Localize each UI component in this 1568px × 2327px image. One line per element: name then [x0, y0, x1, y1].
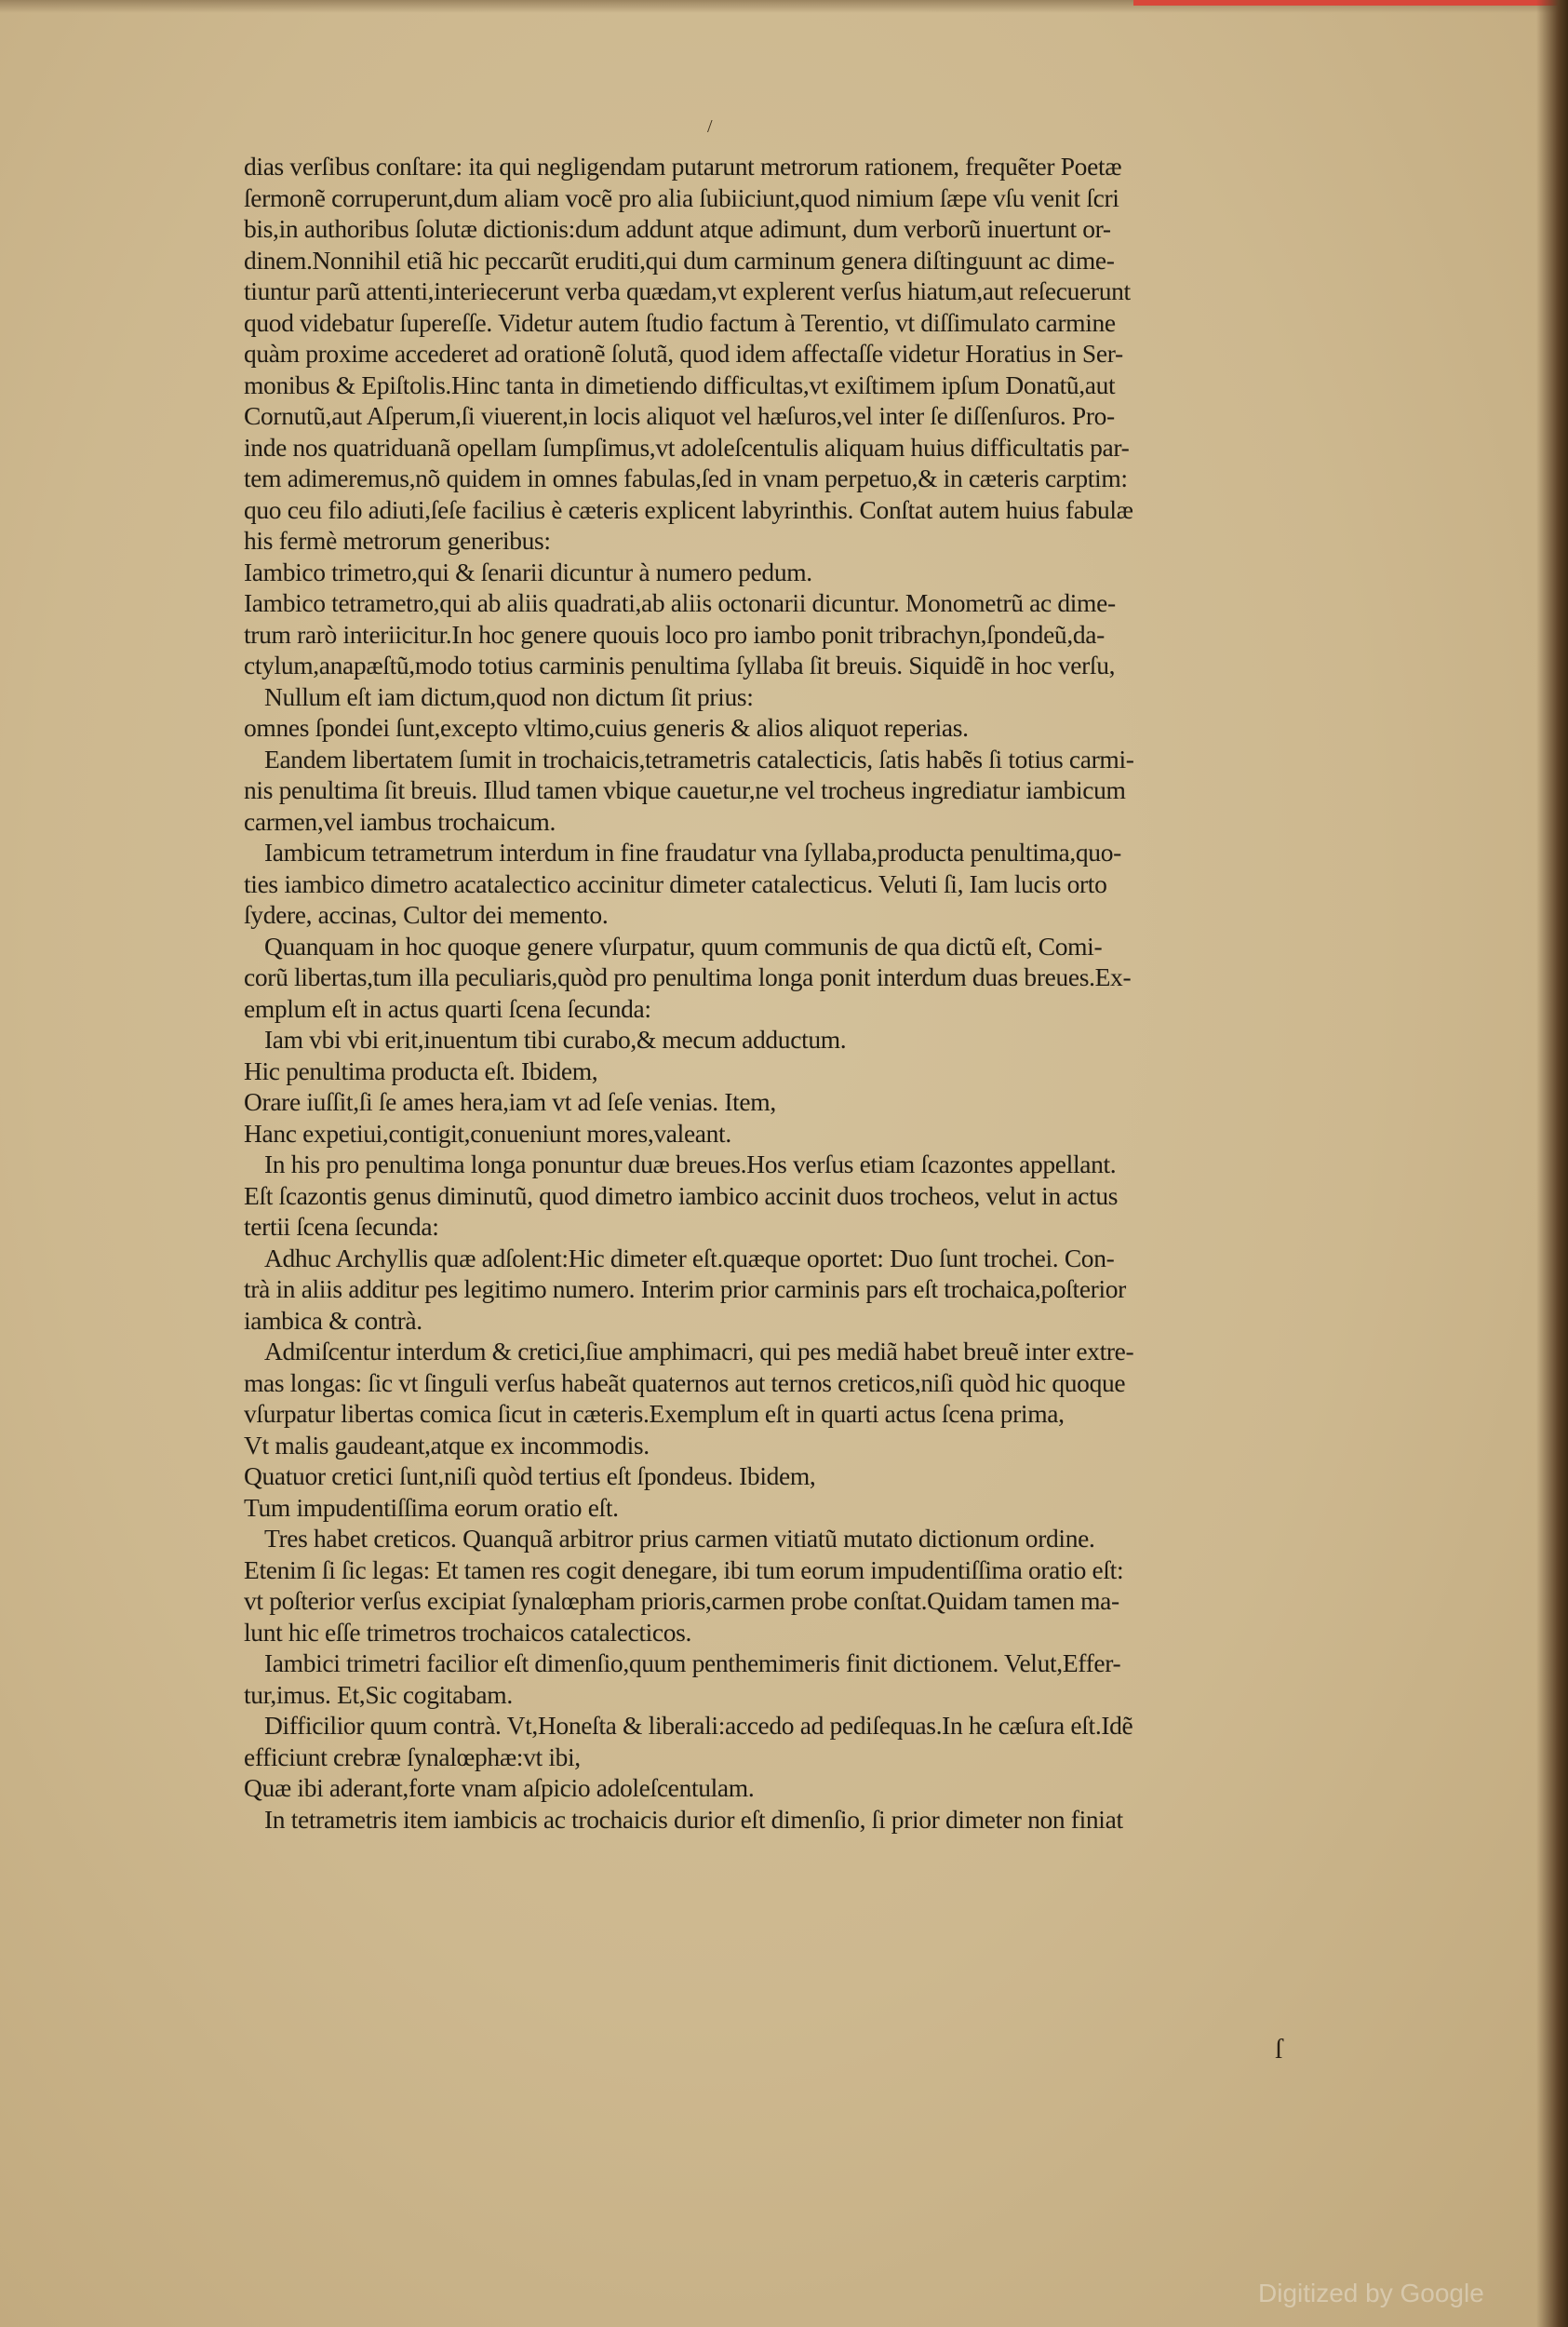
- text-line: Eſt ſcazontis genus diminutũ, quod dimetro iambico accinit duos trocheos, velut in actus: [244, 1180, 1119, 1210]
- verse-line: Quæ ibi aderant,forte vnam aſpicio adoleſcentulam.: [244, 1773, 755, 1802]
- text-line: Iambici trimetri facilior eſt dimenſio,quum penthemimeris finit dictionem. Velut,Effer-: [264, 1648, 1121, 1677]
- verse-line: Nullum eſt iam dictum,quod non dictum ſit prius:: [264, 681, 754, 711]
- text-line: Etenim ſi ſic legas: Et tamen res cogit denegare, ibi tum eorum impudentiſſima oratio eſt:: [244, 1554, 1124, 1584]
- text-line: ties iambico dimetro acatalectico accinitur dimeter catalecticus. Veluti ſi, Iam lucis orto: [244, 868, 1107, 898]
- text-line: mas longas: ſic vt ſinguli verſus habeãt quaternos aut ternos creticos,niſi quòd hic quoque: [244, 1367, 1126, 1397]
- text-line: ctylum,anapæſtũ,modo totius carminis penultima ſyllaba ſit breuis. Siquidẽ in hoc verſu,: [244, 651, 1116, 679]
- text-line: tem adimeremus,nõ quidem in omnes fabulas,ſed in vnam perpetuo,& in cæteris carptim:: [244, 464, 1128, 492]
- text-line: corũ libertas,tum illa peculiaris,quòd pro penultima longa ponit interdum duas breues.Ex-: [244, 962, 1132, 991]
- text-line: carmen,vel iambus trochaicum.: [244, 806, 556, 836]
- text-line: vt poſterior verſus excipiat ſynalœpham prioris,carmen probe conſtat.Quidam tamen ma-: [244, 1586, 1119, 1615]
- text-line: Iambico tetrametro,qui ab aliis quadrati,ab aliis octonarii dicuntur. Monometrũ ac dime-: [244, 588, 1116, 617]
- text-line: Difficilior quum contrà. Vt,Honeſta & liberali:accedo ad pediſequas.In he cæſura eſt.Idẽ: [264, 1711, 1133, 1740]
- text-line: Admiſcentur interdum & cretici,ſiue amphimacri, qui pes mediã habet breuẽ inter extre-: [264, 1337, 1134, 1365]
- ink-smudge: /: [707, 116, 713, 137]
- text-line: Iambico trimetro,qui & ſenarii dicuntur à numero pedum.: [244, 557, 812, 586]
- verse-line: Orare iuſſit,ſi ſe ames hera,iam vt ad ſeſe venias. Item,: [244, 1087, 776, 1116]
- text-line: bis,in authoribus ſolutæ dictionis:dum addunt atque adimunt, dum verborũ inuertunt or-: [244, 214, 1111, 243]
- text-line: nis penultima ſit breuis. Illud tamen vbique cauetur,ne vel trocheus ingrediatur iambicum: [244, 775, 1126, 804]
- text-line: Hic penultima producta eſt. Ibidem,: [244, 1056, 598, 1085]
- text-line: tiuntur parũ attenti,interiecerunt verba quædam,vt explerent verſus hiatum,aut reſecuerunt: [244, 276, 1131, 305]
- text-line: his fermè metrorum generibus:: [244, 526, 551, 555]
- text-line: tertii ſcena ſecunda:: [244, 1212, 439, 1241]
- text-line: ſydere, accinas, Cultor dei memento.: [244, 900, 609, 929]
- page-binding-edge: [1536, 0, 1568, 2327]
- text-line: Quanquam in hoc quoque genere vſurpatur, quum communis de qua dictũ eſt, Comi-: [264, 931, 1103, 961]
- text-line: Iambicum tetrametrum interdum in fine fraudatur vna ſyllaba,producta penultima,quo-: [264, 838, 1121, 867]
- text-line: dias verſibus conſtare: ita qui negligendam putarunt metrorum rationem, frequẽter Poetæ: [244, 152, 1122, 181]
- text-line: emplum eſt in actus quarti ſcena ſecunda:: [244, 993, 651, 1023]
- text-line: Cornutũ,aut Aſperum,ſi viuerent,in locis aliquot vel hæſuros,vel inter ſe diſſenſuros. Pro-: [244, 401, 1115, 430]
- text-line: lunt hic eſſe trimetros trochaicos catalecticos.: [244, 1617, 692, 1647]
- text-line: efficiunt crebræ ſynalœphæ:vt ibi,: [244, 1742, 581, 1771]
- text-line: quod videbatur ſupereſſe. Videtur autem ſtudio factum à Terentio, vt diſſimulato carmine: [244, 307, 1116, 337]
- text-line: trà in aliis additur pes legitimo numero. Interim prior carminis pars eſt trochaica,poſterior: [244, 1274, 1126, 1303]
- verse-line: Hanc expetiui,contigit,conueniunt mores,valeant.: [244, 1118, 731, 1148]
- digitized-watermark: Digitized by Google: [1258, 2279, 1484, 2307]
- verse-line: Iam vbi vbi erit,inuentum tibi curabo,& mecum adductum.: [264, 1025, 847, 1054]
- text-line: iambica & contrà.: [244, 1305, 422, 1335]
- text-line: tur,imus. Et,Sic cogitabam.: [244, 1679, 513, 1709]
- text-line: quàm proxime accederet ad orationẽ ſolutã, quod idem affectaſſe videtur Horatius in Ser-: [244, 339, 1123, 368]
- text-line: In his pro penultima longa ponuntur duæ breues.Hos verſus etiam ſcazontes appellant.: [264, 1150, 1117, 1178]
- text-line: ſermonẽ corruperunt,dum aliam vocẽ pro alia ſubiiciunt,quod nimium ſæpe vſu venit ſcri: [244, 182, 1119, 212]
- text-line: quo ceu filo adiuti,ſeſe facilius è cæteris explicent labyrinthis. Conſtat autem huius fabulæ: [244, 494, 1133, 524]
- text-line: Adhuc Archyllis quæ adſolent:Hic dimeter eſt.quæque oportet: Duo ſunt trochei. Con-: [264, 1243, 1115, 1272]
- latin-text-block: [244, 151, 1360, 1835]
- text-line: trum rarò interiicitur.In hoc genere quouis loco pro iambo ponit tribrachyn,ſpondeũ,da-: [244, 619, 1105, 649]
- signature-mark: ſ: [1275, 2034, 1283, 2065]
- text-line: Quatuor cretici ſunt,niſi quòd tertius eſt ſpondeus. Ibidem,: [244, 1461, 816, 1490]
- text-line: Tres habet creticos. Quanquã arbitror prius carmen vitiatũ mutato dictionum ordine.: [264, 1524, 1095, 1553]
- text-line: dinem.Nonnihil etiã hic peccarũt eruditi,qui dum carminum genera diſtinguunt ac dime-: [244, 245, 1115, 275]
- text-line: In tetrametris item iambicis ac trochaicis durior eſt dimenſio, ſi prior dimeter non finiat: [264, 1804, 1123, 1834]
- text-line: Eandem libertatem ſumit in trochaicis,tetrametris catalecticis, ſatis habẽs ſi totius carmi-: [264, 744, 1134, 773]
- verse-line: Tum impudentiſſima eorum oratio eſt.: [244, 1492, 619, 1522]
- text-line: monibus & Epiſtolis.Hinc tanta in dimetiendo difficultas,vt exiſtimem ipſum Donatũ,aut: [244, 370, 1116, 399]
- text-line: vſurpatur libertas comica ſicut in cæteris.Exemplum eſt in quarti actus ſcena prima,: [244, 1399, 1065, 1428]
- text-line: inde nos quatriduanã opellam ſumpſimus,vt adoleſcentulis aliquam huius difficultatis par-: [244, 432, 1130, 462]
- verse-line: Vt malis gaudeant,atque ex incommodis.: [244, 1430, 650, 1459]
- text-line: omnes ſpondei ſunt,excepto vltimo,cuius generis & alios aliquot reperias.: [244, 713, 969, 742]
- red-edge-mark: [1133, 0, 1568, 6]
